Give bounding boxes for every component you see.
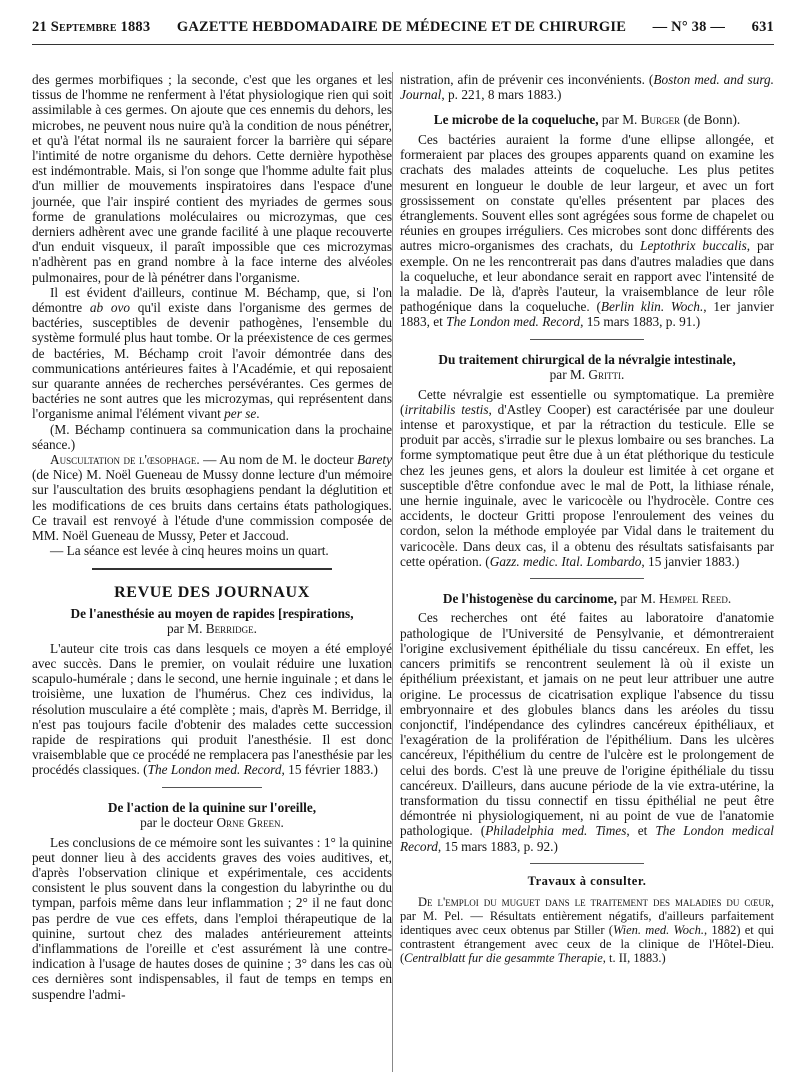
article-title-nevralgie: Du traitement chirurgical de la névralgie intestinale, par M. Gritti. [438,351,736,383]
article-text-nevralgie: Cette névralgie est essentielle ou symptomatique. La première (irritabilis testis, d'Astley Cooper) est caractérisée par une douleur intense et paroxystique, et par la rétraction du testicule. Elle se produit par accès, s'irradie sur le plexus lombaire ou ses branches. La forme symptomatique peut être due à un état pléthorique du testicule chez les jeunes gens, et alors la douleur est limitée à cet organe et susceptible d'être confondue avec le mal de Pott, la lithiase rénale, une hernie inguinale, avec le varicocèle ou l'hydrocèle. Contre ces accidents, le docteur Gritti propose l'enroulement des veines du cordon, selon la méthode employée par Vidal dans le traitement du varicocèle. Dans deux cas, il a obtenu des résultats satisfaisants par cette opération. (Gazz. medic. Ital. Lombardo, 15 janvier 1883.) [400,386,774,569]
header-issue: — N° 38 — [652,18,726,35]
column-divider [392,72,393,1072]
article-title-quinine: De l'action de la quinine sur l'oreille, par le docteur Orne Green. [107,799,317,831]
section-title-travaux: Travaux à consulter. [527,873,647,888]
section-title-revue: REVUE DES JOURNAUX [114,583,310,601]
article-text-quinine: Les conclusions de ce mémoire sont les suivantes : 1° la quinine peut donner lieu à des accidents graves des voies auditives, et, d'après l'observation clinique et expérimentale, ces accidents consistent le plus souvent dans la congestion du labyrinthe ou du tympan, parfois même dans leur inflammation ; 2° il ne faut donc pas perdre de vue ces effets, dans l'emploi thérapeutique de la quinine, surtout chez des malades antérieurement atteints d'inflammations de l'oreille et c'est assurément là une contre-indication à l'usage de hautes doses de quinine ; 3° dans les cas où ces dernières sont indispensables, il faut de temps en temps en suspendre l'admi- [32,834,392,1002]
header-rule [32,44,774,45]
paragraph-seance-levee: — La séance est levée à cinq heures moins un quart. [50,543,329,559]
article-text-coqueluche: Ces bactéries auraient la forme d'une ellipse allongée, et formeraient par places des groupes apparents quand on examine les crachats des malades atteints de coqueluche. Les plus petites mesurent en longueur le double de leur largeur, et avec un fort grossissement on constate qu'elles présentent par places des étranglements. Souvent elles sont agrégées sous forme de chapelet ou réunies en groupes irréguliers. Ces microbes sont donc différents des autres micro-organismes des crachats, du Leptothrix buccalis, par exemple. On ne les rencontrerait pas dans d'autres maladies que dans la coqueluche, et leur abondance serait en rapport avec l'intensité de la maladie. De là, d'après l'auteur, la vraisemblance de leur rôle pathogénique dans la coqueluche. (Berlin klin. Woch., 1er janvier 1883, et The London med. Record, 15 mars 1883, p. 91.) [400,131,774,330]
left-column [32,72,392,1002]
header-page-number: 631 [751,18,774,35]
article-title-carcinome: De l'histogenèse du carcinome, par M. Hempel Reed. [442,590,732,606]
right-column [400,72,774,965]
separator [400,854,774,872]
article-title-coqueluche: Le microbe de la coqueluche, par M. Burger (de Bonn). [433,112,741,128]
paragraph-bechamp: Il est évident d'ailleurs, continue M. Béchamp, que, si l'on démontre ab ovo qu'il existe dans l'organisme des germes de bactéries, susceptibles de devenir pathogènes, l'ensemble du système formulé plus haut tombe. Or la préexistence de ces germes de bactéries, M. Béchamp croit l'avoir démontrée dans des communications antérieures faites à l'Académie, et qui reposaient sur quarante années de recherches persévérantes. Ces germes de bactéries ne sont autres que les microzymas, qui représentent dans l'organisme animal l'élément vivant per se. [32,284,392,422]
article-title-anesthesie: De l'anesthésie au moyen de rapides [respirations, par M. Berridge. [70,605,354,637]
paragraph-continuation-note: (M. Béchamp continuera sa communication dans la prochaine séance.) [32,421,392,452]
separator [32,559,392,577]
article-text-muguet: De l'emploi du muguet dans le traitement des maladies du cœur, par M. Pel. — Résultats entièrement négatifs, d'ailleurs parfaitement identiques avec ceux obtenus par Stiller (Wien. med. Woch., 1882) et qui contrastent étrangement avec ceux de la clinique de l'Hôtel-Dieu. (Centralblatt fur die gesammte Therapie, t. II, 1883.) [400,894,774,965]
paragraph-germes: des germes morbifiques ; la seconde, c'est que les organes et les tissus de l'homme ne renferment à l'état physiologique rien qui soit assimilable à ces germes. On ajoute que ces ennemis du dehors, les microbes, ne peuvent nous nuire qu'à la condition de nous pénétrer, et qu'à l'état normal ils ne sauraient forcer la barrière qui sépare l'intimité de notre organisme du dehors. Cette dernière hypothèse est indémontrable. Mais, si l'on songe que l'homme adulte fait plus d'un millier de mouvements inspiratoires dans l'espace d'une journée, que l'air inspiré contient des myriades de germes sous forme de granulations moléculaires ou microzymas, que ces derniers adhèrent avec une grande facilité à une plaque recouverte d'un enduit visqueux, il paraît impossible que ces microzymas n'adhèrent pas en grand nombre à la face interne des alvéoles pulmonaires, pour de là pénétrer dans l'organisme. [32,72,392,285]
paragraph-auscultation: Auscultation de l'œsophage. — Au nom de M. le docteur Barety (de Nice) M. Noël Gueneau de Mussy donne lecture d'un mémoire sur l'auscultation des bruits œsophagiens pendant la déglutition et les modifications de ces bruits dans certains états pathologiques. Ce travail est renvoyé à l'étude d'une commission composée de MM. Noël Gueneau de Mussy, Peter et Jaccoud. [32,452,392,544]
page-header [32,14,774,40]
header-date: 21 Septembre 1883 [32,18,151,35]
article-text-carcinome: Ces recherches ont été faites au laboratoire d'anatomie pathologique de l'Université de Pensylvanie, et démontreraient l'origine exclusivement épithéliale du tissu cancéreux. En effet, les cancers primitifs se rencontrent seulement là où il existe un épithélium préexistant, et jamais on ne peut leur attribuer une autre origine. Le processus de cicatrisation explique l'absence du tissu embryonnaire et des globules blancs dans les aréoles du tissu conjonctif, l'indépendance des cylindres cancéreux épithéliaux, et l'exagération de la prolifération de l'épithélium. Dans les ulcères cancéreux, l'épithélium du centre de l'ulcère est le prolongement de celui des bords. C'est là une preuve de l'origine épithéliale du tissu cancéreux. D'ailleurs, dans aucune période de la vie extra-utérine, la transformation du tissu connectif en tissu épithélial ne peut être démontrée ni physiologiquement, ni au point de vue de l'anatomie pathologique. (Philadelphia med. Times, et The London medical Record, 15 mars 1883, p. 92.) [400,610,774,854]
separator [400,330,774,348]
separator [32,778,392,796]
article-text-anesthesie: L'auteur cite trois cas dans lesquels ce moyen a été employé avec succès. Dans le premier, on voulait réduire une luxation scapulo-humérale ; dans le second, une hernie inguinale ; et dans le troisième, une luxation de l'humérus. Chez ces individus, la résolution musculaire a été complète ; mais, d'après M. Berridge, il n'est pas toujours facile d'obtenir des malades cette succession rapide de respirations qui produit l'anesthésie. Il est donc vraisemblable que ce procédé ne remplacera pas l'anesthésie par les procédés classiques. (The London med. Record, 15 février 1883.) [32,640,392,778]
separator [400,569,774,587]
header-journal-title: GAZETTE HEBDOMADAIRE DE MÉDECINE ET DE CHIRURGIE [176,18,627,35]
paragraph-quinine-continuation: nistration, afin de prévenir ces inconvénients. (Boston med. and surg. Journal, p. 221, 8 mars 1883.) [400,72,774,103]
